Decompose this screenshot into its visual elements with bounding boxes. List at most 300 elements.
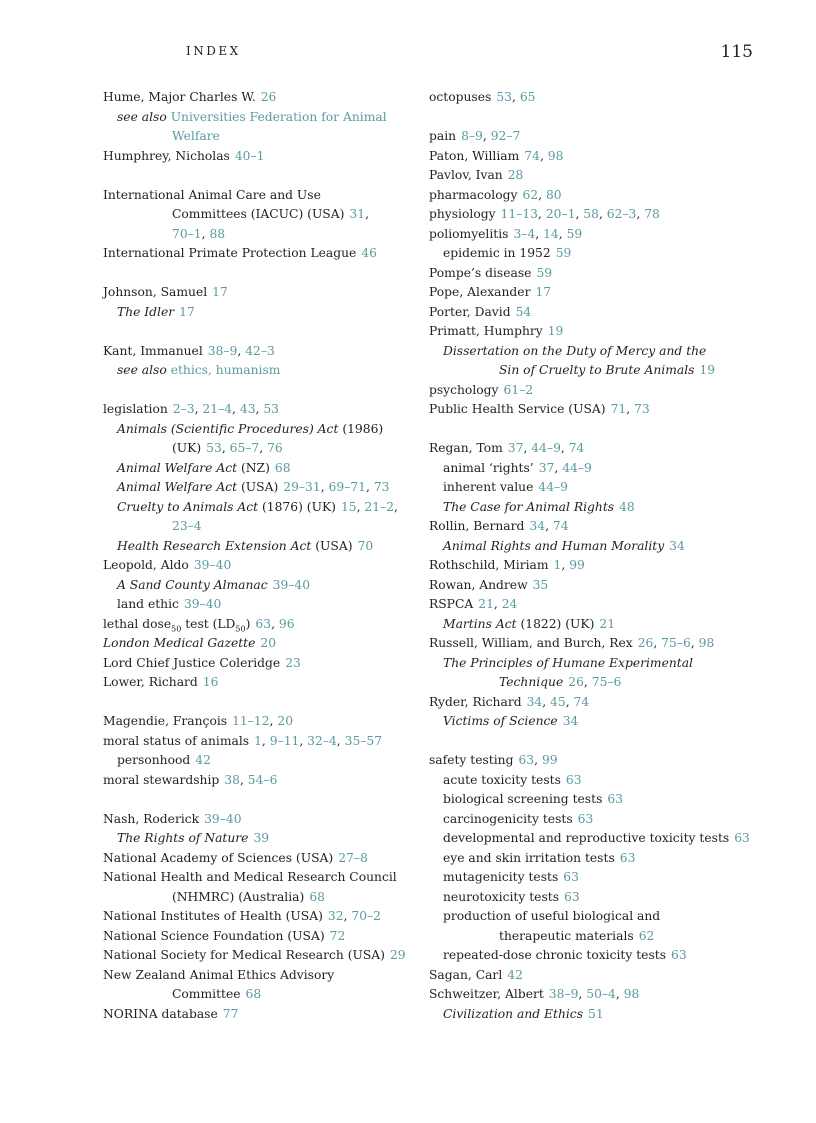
page-references bbox=[461, 129, 520, 143]
page-reference: 72 bbox=[329, 928, 346, 943]
page-reference: 35–57 bbox=[344, 733, 383, 748]
index-entry bbox=[103, 849, 433, 869]
page-reference: 59 bbox=[566, 226, 583, 241]
page-separator: , bbox=[271, 616, 279, 631]
page-references bbox=[554, 558, 585, 572]
page-references bbox=[529, 519, 568, 533]
page-reference: 34 bbox=[526, 694, 543, 709]
page-reference: 17 bbox=[179, 304, 195, 319]
index-entry bbox=[429, 225, 759, 245]
entry-text: repeated-dose chronic toxicity tests bbox=[443, 948, 667, 962]
page-reference: 17 bbox=[212, 285, 228, 299]
page-references bbox=[566, 773, 582, 787]
page-references bbox=[194, 558, 231, 572]
page-references bbox=[522, 188, 561, 202]
index-subentry bbox=[103, 751, 433, 771]
page-references bbox=[184, 597, 221, 611]
page-reference: 40–1 bbox=[234, 148, 265, 163]
page-reference: 53 bbox=[496, 90, 512, 104]
entry-text: National Society for Medical Research (USA) bbox=[103, 948, 385, 962]
page-reference: 54 bbox=[515, 304, 532, 319]
index-subentry bbox=[429, 790, 759, 810]
page-reference: 39–40 bbox=[193, 558, 232, 572]
page-separator: , bbox=[558, 226, 567, 241]
page-separator: , bbox=[261, 733, 270, 748]
index-subentry bbox=[429, 615, 759, 635]
index-entry bbox=[103, 283, 433, 303]
page-reference: 42 bbox=[507, 967, 523, 982]
page-reference: 21 bbox=[478, 597, 494, 611]
index-subentry bbox=[429, 654, 759, 674]
entry-text: Ryder, Richard bbox=[429, 694, 522, 709]
page-reference: 34 bbox=[562, 714, 579, 728]
entry-text: legislation bbox=[103, 402, 168, 416]
index-entry bbox=[103, 556, 433, 576]
entry-title: Animals (Scientific Procedures) Act bbox=[117, 421, 339, 436]
page-number: 115 bbox=[720, 42, 753, 62]
page-reference: 39–40 bbox=[183, 597, 222, 611]
page-reference: 62 bbox=[638, 928, 655, 943]
page-reference: 59 bbox=[536, 265, 553, 280]
index-column-left bbox=[103, 88, 433, 1024]
index-subentry bbox=[429, 946, 759, 966]
index-entry bbox=[103, 927, 433, 947]
page-reference: 63 bbox=[565, 772, 582, 787]
page-separator: , bbox=[366, 480, 374, 494]
page-reference: 23–4 bbox=[172, 519, 202, 533]
page-reference: 34 bbox=[669, 538, 685, 553]
index-subentry bbox=[429, 673, 759, 693]
index-subentry bbox=[103, 595, 433, 615]
cross-reference: Universities Federation for Animal bbox=[170, 109, 387, 124]
page-separator: , bbox=[482, 129, 491, 143]
index-subentry bbox=[429, 868, 759, 888]
entry-text: Primatt, Humphry bbox=[429, 324, 543, 338]
page-separator: , bbox=[538, 187, 546, 202]
entry-text: Hume, Major Charles W. bbox=[103, 90, 256, 104]
index-subentry bbox=[103, 225, 433, 245]
page-references bbox=[204, 812, 241, 826]
entry-title: Animal Rights and Human Morality bbox=[443, 538, 665, 553]
index-subentry bbox=[103, 361, 433, 381]
entry-gap bbox=[429, 420, 759, 440]
page-references bbox=[611, 402, 650, 416]
cross-reference: ethics, humanism bbox=[170, 363, 281, 377]
page-separator: , bbox=[259, 441, 268, 455]
page-references bbox=[496, 90, 535, 104]
page-references bbox=[588, 1007, 604, 1021]
entry-title: The Idler bbox=[117, 304, 175, 319]
page-references bbox=[261, 90, 277, 104]
page-reference: 74 bbox=[573, 694, 590, 709]
page-reference: 43 bbox=[239, 402, 256, 416]
page-reference: 63 bbox=[607, 792, 624, 806]
page-separator: , bbox=[534, 753, 542, 767]
index-entry bbox=[429, 205, 759, 225]
entry-text: Rowan, Andrew bbox=[429, 577, 528, 592]
index-subentry bbox=[103, 205, 433, 225]
page-reference: 63 bbox=[563, 870, 579, 884]
entry-text: test (LD bbox=[185, 616, 236, 631]
entry-text: Rollin, Bernard bbox=[429, 519, 525, 533]
entry-text: Humphrey, Nicholas bbox=[103, 148, 230, 163]
page-references bbox=[349, 207, 369, 221]
page-reference: 46 bbox=[361, 246, 377, 260]
page-separator: , bbox=[560, 441, 569, 455]
entry-text: production of useful biological and bbox=[443, 909, 661, 923]
page-reference: 24 bbox=[501, 597, 518, 611]
page-reference: 16 bbox=[202, 675, 219, 689]
page-separator: , bbox=[538, 207, 546, 221]
page-separator: , bbox=[343, 909, 352, 923]
page-references bbox=[195, 753, 211, 767]
page-reference: 48 bbox=[619, 499, 635, 514]
index-subentry bbox=[103, 420, 433, 440]
page-separator: , bbox=[299, 733, 308, 748]
page-separator: , bbox=[269, 714, 278, 728]
page-reference: 38 bbox=[224, 772, 240, 787]
page-reference: 20–1 bbox=[545, 207, 576, 221]
entry-text: (USA) bbox=[241, 480, 279, 494]
page-references bbox=[508, 168, 524, 182]
index-entry bbox=[103, 966, 433, 986]
entry-text: personhood bbox=[117, 753, 191, 767]
page-reference: 70–2 bbox=[351, 909, 381, 923]
index-entry bbox=[429, 322, 759, 342]
entry-text: Paton, William bbox=[429, 148, 520, 163]
entry-text: developmental and reproductive toxicity tests bbox=[443, 831, 730, 845]
index-subentry bbox=[429, 829, 759, 849]
index-entry bbox=[429, 127, 759, 147]
entry-title: Sin of Cruelty to Brute Animals bbox=[499, 363, 695, 377]
page-reference: 45 bbox=[550, 694, 566, 709]
page-reference: 74 bbox=[524, 148, 540, 163]
page-separator: , bbox=[194, 402, 203, 416]
page-references bbox=[516, 305, 532, 319]
index-entry bbox=[429, 186, 759, 206]
page-separator: , bbox=[232, 402, 240, 416]
page-references bbox=[172, 519, 202, 533]
cross-reference: Welfare bbox=[172, 129, 220, 143]
entry-text: ) bbox=[245, 616, 251, 631]
page-reference: 26 bbox=[260, 90, 277, 104]
entry-text: pain bbox=[429, 129, 457, 143]
entry-text: National Institutes of Health (USA) bbox=[103, 909, 323, 923]
index-subentry bbox=[429, 361, 759, 381]
page-reference: 39–40 bbox=[272, 577, 311, 592]
index-subentry bbox=[103, 576, 433, 596]
index-subentry bbox=[429, 888, 759, 908]
page-reference: 68 bbox=[274, 460, 291, 475]
page-reference: 98 bbox=[698, 636, 715, 650]
index-subentry bbox=[103, 829, 433, 849]
page-separator: , bbox=[394, 499, 398, 514]
index-entry bbox=[103, 1005, 433, 1025]
page-reference: 78 bbox=[644, 207, 660, 221]
page-separator: , bbox=[626, 402, 635, 416]
page-separator: , bbox=[221, 441, 230, 455]
page-separator: , bbox=[636, 207, 645, 221]
page-reference: 32–4 bbox=[307, 733, 337, 748]
entry-text: Magendie, François bbox=[103, 714, 228, 728]
index-subentry bbox=[103, 127, 433, 147]
entry-title: Martins Act bbox=[443, 616, 517, 631]
page-separator: , bbox=[239, 772, 248, 787]
page-reference: 62–3 bbox=[606, 207, 637, 221]
page-reference: 37 bbox=[538, 460, 555, 475]
index-entry bbox=[429, 634, 759, 654]
page-reference: 26 bbox=[568, 675, 584, 689]
page-references bbox=[253, 831, 269, 845]
index-entry bbox=[103, 673, 433, 693]
entry-text: Lord Chief Justice Coleridge bbox=[103, 655, 281, 670]
index-entry bbox=[103, 147, 433, 167]
index-entry bbox=[429, 147, 759, 167]
page-references bbox=[513, 227, 582, 241]
index-subentry bbox=[103, 498, 433, 518]
page-references bbox=[232, 714, 293, 728]
index-entry bbox=[429, 283, 759, 303]
page-separator: , bbox=[237, 343, 246, 358]
page-references bbox=[330, 929, 346, 943]
entry-title: Animal Welfare Act bbox=[117, 460, 238, 475]
page-reference: 71 bbox=[610, 402, 627, 416]
page-reference: 88 bbox=[209, 226, 226, 241]
page-references bbox=[283, 480, 389, 494]
entry-text: (NZ) bbox=[241, 460, 270, 475]
page-reference: 3–4 bbox=[513, 226, 536, 241]
entry-text: inherent value bbox=[443, 480, 534, 494]
entry-text: (USA) bbox=[315, 538, 353, 553]
page-reference: 63 bbox=[671, 948, 687, 962]
page-separator: , bbox=[493, 597, 502, 611]
entry-text: lethal dose bbox=[103, 616, 172, 631]
page-reference: 38–9 bbox=[207, 343, 238, 358]
index-subentry bbox=[429, 537, 759, 557]
entry-title: Animal Welfare Act bbox=[117, 480, 238, 494]
page-reference: 2–3 bbox=[172, 402, 195, 416]
page-reference: 35 bbox=[532, 577, 549, 592]
page-references bbox=[639, 929, 655, 943]
page-reference: 63 bbox=[734, 831, 750, 845]
page-references bbox=[172, 227, 225, 241]
entry-gap bbox=[429, 732, 759, 752]
page-separator: , bbox=[575, 207, 584, 221]
page-reference: 28 bbox=[507, 168, 524, 182]
entry-title: London Medical Gazette bbox=[103, 636, 256, 650]
entry-text: therapeutic materials bbox=[499, 928, 634, 943]
entry-text: Nash, Roderick bbox=[103, 811, 200, 826]
page-reference: 39 bbox=[253, 831, 270, 845]
page-reference: 70–1 bbox=[172, 226, 202, 241]
page-reference: 76 bbox=[267, 441, 283, 455]
entry-text: National Academy of Sciences (USA) bbox=[103, 850, 334, 865]
entry-text: (NHMRC) (Australia) bbox=[172, 889, 305, 904]
page-separator: , bbox=[336, 733, 345, 748]
page-references bbox=[203, 675, 219, 689]
index-subentry bbox=[429, 478, 759, 498]
page-reference: 62 bbox=[522, 187, 539, 202]
page-references bbox=[361, 246, 377, 260]
page-separator: , bbox=[356, 499, 365, 514]
page-reference: 63 bbox=[619, 850, 636, 865]
page-reference: 21–2 bbox=[364, 499, 395, 514]
entry-text: National Health and Medical Research Council bbox=[103, 870, 397, 884]
page-reference: 17 bbox=[535, 285, 552, 299]
page-reference: 26 bbox=[637, 636, 654, 650]
page-reference: 34 bbox=[529, 519, 546, 533]
index-subentry bbox=[429, 907, 759, 927]
entry-text: NORINA database bbox=[103, 1006, 218, 1021]
page-references bbox=[671, 948, 687, 962]
entry-gap bbox=[103, 790, 433, 810]
page-reference: 53 bbox=[263, 402, 280, 416]
page-references bbox=[206, 441, 283, 455]
entry-text: Pavlov, Ivan bbox=[429, 168, 503, 182]
entry-title: Dissertation on the Duty of Mercy and the bbox=[443, 343, 707, 358]
page-references bbox=[568, 675, 621, 689]
entry-gap bbox=[103, 322, 433, 342]
entry-text: Porter, David bbox=[429, 304, 511, 319]
entry-text: Russell, William, and Burch, Rex bbox=[429, 636, 633, 650]
page-reference: 68 bbox=[309, 889, 325, 904]
entry-gap bbox=[429, 108, 759, 128]
page-reference: 44–9 bbox=[562, 460, 592, 475]
index-subentry bbox=[429, 459, 759, 479]
index-entry bbox=[103, 88, 433, 108]
index-entry bbox=[429, 400, 759, 420]
page-references bbox=[328, 909, 381, 923]
entry-text: animal ‘rights’ bbox=[443, 460, 534, 475]
page-reference: 50–4 bbox=[586, 987, 616, 1001]
entry-gap bbox=[103, 381, 433, 401]
page-separator: , bbox=[545, 519, 553, 533]
entry-text: Leopold, Aldo bbox=[103, 558, 189, 572]
page-references bbox=[275, 461, 291, 475]
page-separator: , bbox=[255, 402, 264, 416]
page-references bbox=[699, 363, 715, 377]
index-entry bbox=[429, 517, 759, 537]
page-separator: , bbox=[535, 226, 544, 241]
page-reference: 11–12 bbox=[232, 714, 270, 728]
page-reference: 20 bbox=[260, 636, 277, 650]
page-separator: , bbox=[539, 148, 548, 163]
page-reference: 1 bbox=[553, 558, 562, 572]
entry-text: psychology bbox=[429, 382, 499, 397]
entry-text: moral status of animals bbox=[103, 733, 250, 748]
page-reference: 1 bbox=[254, 733, 262, 748]
page-reference: 9–11 bbox=[269, 733, 300, 748]
page-separator: , bbox=[583, 675, 592, 689]
entry-title: The Case for Animal Rights bbox=[443, 499, 615, 514]
page-reference: 77 bbox=[222, 1006, 239, 1021]
page-reference: 68 bbox=[245, 987, 262, 1001]
page-references bbox=[533, 578, 549, 592]
see-also-label: see also bbox=[117, 363, 167, 377]
page-reference: 98 bbox=[547, 148, 564, 163]
index-column-right bbox=[429, 88, 759, 1024]
page-reference: 65 bbox=[519, 90, 536, 104]
page-reference: 42–3 bbox=[245, 343, 275, 358]
page-references bbox=[504, 383, 534, 397]
entry-title: Health Research Extension Act bbox=[117, 538, 312, 553]
page-separator: , bbox=[653, 636, 662, 650]
page-reference: 8–9 bbox=[461, 129, 483, 143]
page-references bbox=[538, 480, 568, 494]
page-reference: 29–31 bbox=[283, 480, 321, 494]
index-subentry bbox=[429, 771, 759, 791]
subscript: 50 bbox=[235, 623, 246, 633]
entry-text: moral stewardship bbox=[103, 772, 220, 787]
index-entry bbox=[103, 400, 433, 420]
index-entry bbox=[429, 693, 759, 713]
page-separator: , bbox=[561, 558, 570, 572]
entry-text: (UK) bbox=[172, 441, 202, 455]
page-references bbox=[358, 539, 374, 553]
page-references bbox=[549, 987, 640, 1001]
page-references bbox=[173, 402, 279, 416]
page-separator: , bbox=[365, 207, 369, 221]
entry-text: mutagenicity tests bbox=[443, 870, 559, 884]
page-references bbox=[619, 500, 635, 514]
entry-title: Victims of Science bbox=[443, 714, 558, 728]
page-reference: 99 bbox=[569, 558, 585, 572]
page-references bbox=[548, 324, 564, 338]
index-subentry bbox=[429, 927, 759, 947]
entry-text: (1986) bbox=[342, 421, 384, 436]
page-reference: 15 bbox=[340, 499, 357, 514]
index-entry bbox=[429, 88, 759, 108]
index-entry bbox=[103, 244, 433, 264]
entry-text: Rothschild, Miriam bbox=[429, 558, 549, 572]
index-subentry bbox=[103, 888, 433, 908]
page-reference: 21 bbox=[599, 616, 616, 631]
index-subentry bbox=[103, 985, 433, 1005]
page-reference: 51 bbox=[588, 1006, 604, 1021]
index-entry bbox=[103, 634, 433, 654]
page-references bbox=[309, 890, 325, 904]
page-reference: 80 bbox=[545, 187, 562, 202]
page-references bbox=[338, 851, 368, 865]
page-reference: 53 bbox=[206, 441, 222, 455]
entry-text: eye and skin irritation tests bbox=[443, 850, 615, 865]
entry-text: International Primate Protection League bbox=[103, 246, 357, 260]
page-reference: 31 bbox=[349, 207, 366, 221]
page-reference: 98 bbox=[623, 987, 640, 1001]
index-entry bbox=[103, 732, 433, 752]
page-separator: , bbox=[542, 694, 551, 709]
page-separator: , bbox=[690, 636, 699, 650]
page-references bbox=[527, 695, 590, 709]
page-references bbox=[669, 539, 685, 553]
page-references bbox=[524, 149, 563, 163]
page-reference: 63 bbox=[564, 889, 580, 904]
page-references bbox=[539, 461, 592, 475]
index-entry bbox=[103, 907, 433, 927]
index-entry bbox=[103, 946, 433, 966]
index-entry bbox=[429, 264, 759, 284]
entry-text: land ethic bbox=[117, 597, 179, 611]
index-entry bbox=[429, 166, 759, 186]
index-subentry bbox=[429, 498, 759, 518]
page-reference: 19 bbox=[699, 363, 716, 377]
index-entry bbox=[103, 615, 433, 635]
page-reference: 92–7 bbox=[490, 129, 521, 143]
page-references bbox=[563, 870, 579, 884]
index-subentry bbox=[103, 517, 433, 537]
page-references bbox=[260, 636, 276, 650]
entry-text: Public Health Service (USA) bbox=[429, 402, 606, 416]
